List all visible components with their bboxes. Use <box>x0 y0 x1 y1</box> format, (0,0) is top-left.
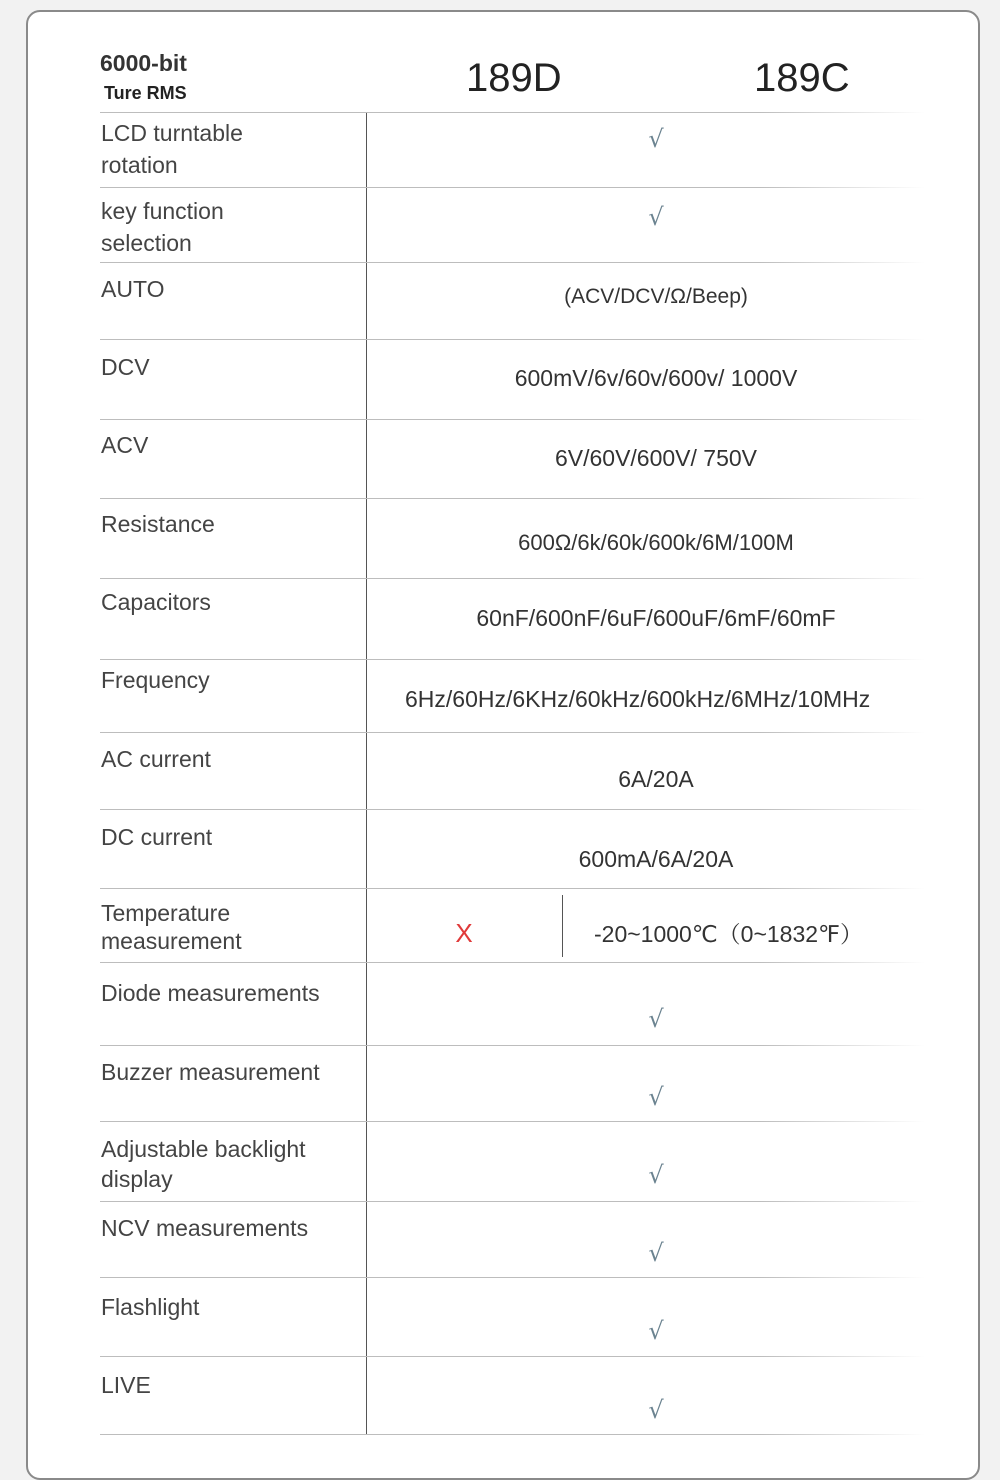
feature-label: AC current <box>101 746 211 772</box>
feature-label: Flashlight <box>101 1294 200 1320</box>
model-189d-heading: 189D <box>466 56 562 100</box>
feature-value: 600mV/6v/60v/600v/ 1000V <box>514 365 798 391</box>
feature-label: Buzzer measurement <box>101 1059 320 1085</box>
cross-icon: X <box>455 918 473 948</box>
check-icon: √ <box>648 125 664 153</box>
check-icon: √ <box>648 1161 664 1189</box>
row-divider <box>100 659 925 660</box>
feature-label: Adjustable backlight display <box>101 1136 306 1192</box>
feature-label: key function selection <box>101 198 224 256</box>
feature-value: 6Hz/60Hz/6KHz/60kHz/600kHz/6MHz/10MHz <box>405 686 871 712</box>
feature-label: Frequency <box>101 667 210 693</box>
check-icon: √ <box>648 1396 664 1424</box>
row-divider <box>100 1356 925 1357</box>
feature-label: LCD turntable rotation <box>101 120 243 178</box>
feature-value: 60nF/600nF/6uF/600uF/6mF/60mF <box>476 605 836 631</box>
row-divider <box>100 1434 925 1435</box>
row-divider <box>100 578 925 579</box>
row-divider <box>100 112 925 113</box>
feature-label: Diode measurements <box>101 980 320 1006</box>
row-divider <box>100 1201 925 1202</box>
row-divider <box>100 1277 925 1278</box>
check-icon: √ <box>648 1317 664 1345</box>
row-divider <box>100 187 925 188</box>
row-divider <box>100 262 925 263</box>
row-divider <box>100 962 925 963</box>
feature-value: 600Ω/6k/60k/600k/6M/100M <box>518 530 794 555</box>
row-divider <box>100 888 925 889</box>
feature-label: AUTO <box>101 276 165 302</box>
row-divider <box>100 1121 925 1122</box>
header-title: 6000-bit <box>100 50 187 76</box>
feature-label: Capacitors <box>101 589 211 615</box>
check-icon: √ <box>648 1083 664 1111</box>
model-column-divider <box>562 895 563 957</box>
feature-label: LIVE <box>101 1372 151 1398</box>
feature-value: (ACV/DCV/Ω/Beep) <box>564 285 748 308</box>
row-divider <box>100 419 925 420</box>
feature-value: 6A/20A <box>618 766 694 792</box>
check-icon: √ <box>648 1239 664 1267</box>
feature-label: ACV <box>101 432 149 458</box>
header-subtitle: Ture RMS <box>104 83 187 103</box>
model-189c-heading: 189C <box>754 56 850 100</box>
feature-label: NCV measurements <box>101 1215 309 1241</box>
feature-value: 6V/60V/600V/ 750V <box>554 445 758 471</box>
check-icon: √ <box>648 1005 664 1033</box>
row-divider <box>100 498 925 499</box>
feature-label: DC current <box>101 824 213 850</box>
check-icon: √ <box>648 203 664 231</box>
row-divider <box>100 732 925 733</box>
feature-label: Resistance <box>101 511 215 537</box>
row-divider <box>100 339 925 340</box>
feature-value: 600mA/6A/20A <box>578 846 734 872</box>
row-divider <box>100 1045 925 1046</box>
row-divider <box>100 809 925 810</box>
feature-label: DCV <box>101 354 150 380</box>
feature-value: -20~1000℃（0~1832℉） <box>594 921 863 947</box>
feature-label: Temperature measurement <box>101 900 242 954</box>
